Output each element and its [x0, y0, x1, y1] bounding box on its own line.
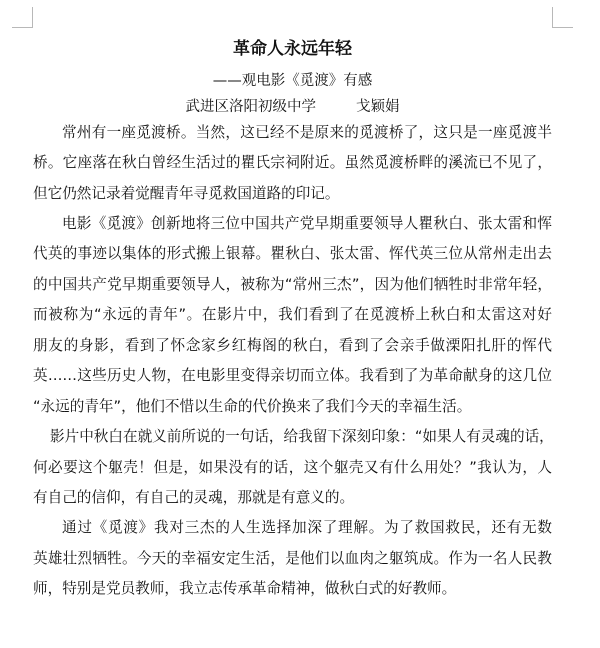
paragraph-2-line: “永远的青年”，他们不惜以生命的代价换来了我们今天的幸福生活。 — [33, 398, 472, 415]
paragraph-1-line: 桥。它座落在秋白曾经生活过的瞿氏宗祠附近。虽然觅渡桥畔的溪流已不见了， — [33, 154, 552, 171]
author-name: 戈颖娟 — [356, 99, 400, 115]
paragraph-2-line: 而被称为“永远的青年”。在影片中，我们看到了在觅渡桥上秋白和太雷这对好 — [33, 306, 552, 323]
paragraph-3-line: 何必要这个躯壳！但是，如果没有的话，这个躯壳又有什么用处？”我认为，人 — [33, 459, 552, 476]
author-line — [0, 95, 585, 116]
paragraph-2-line: 电影《觅渡》创新地将三位中国共产党早期重要领导人瞿秋白、张太雷和恽 — [62, 215, 552, 232]
margin-corner-mark-left — [12, 7, 33, 28]
document-subtitle: ——观电影《觅渡》有感 — [212, 73, 373, 89]
paragraph-1-line: 常州有一座觅渡桥。当然，这已经不是原来的觅渡桥了，这只是一座觅渡半 — [62, 124, 552, 141]
paragraph-2-line: 朋友的身影，看到了怀念家乡红梅阁的秋白，看到了会亲手做溧阳扎肝的恽代 — [33, 337, 552, 354]
paragraph-4-line: 师，特别是党员教师，我立志传承革命精神，做秋白式的好教师。 — [33, 580, 457, 597]
paragraph-2-line: 代英的事迹以集体的形式搬上银幕。瞿秋白、张太雷、恽代英三位从常州走出去 — [33, 245, 552, 262]
paragraph-1-line: 但它仍然记录着觉醒青年寻觅救国道路的印记。 — [33, 185, 340, 202]
paragraph-3-line: 影片中秋白在就义前所说的一句话，给我留下深刻印象：“如果人有灵魂的话， — [50, 428, 554, 445]
author-school: 武进区洛阳初级中学 — [185, 99, 316, 115]
paragraph-3-line: 有自己的信仰，有自己的灵魂，那就是有意义的。 — [33, 489, 355, 506]
paragraph-2-line: 英……这些历史人物，在电影里变得亲切而立体。我看到了为革命献身的这几位 — [33, 367, 552, 384]
paragraph-4-line: 英雄壮烈牺牲。今天的幸福安定生活，是他们以血肉之躯筑成。作为一名人民教 — [33, 550, 552, 567]
document-title: 革命人永远年轻 — [233, 39, 352, 59]
paragraph-2-line: 的中国共产党早期重要领导人，被称为“常州三杰”，因为他们牺牲时非常年轻， — [33, 276, 552, 293]
paragraph-4-line: 通过《觅渡》我对三杰的人生选择加深了理解。为了救国救民，还有无数 — [62, 519, 552, 536]
margin-corner-mark-right — [552, 7, 573, 28]
